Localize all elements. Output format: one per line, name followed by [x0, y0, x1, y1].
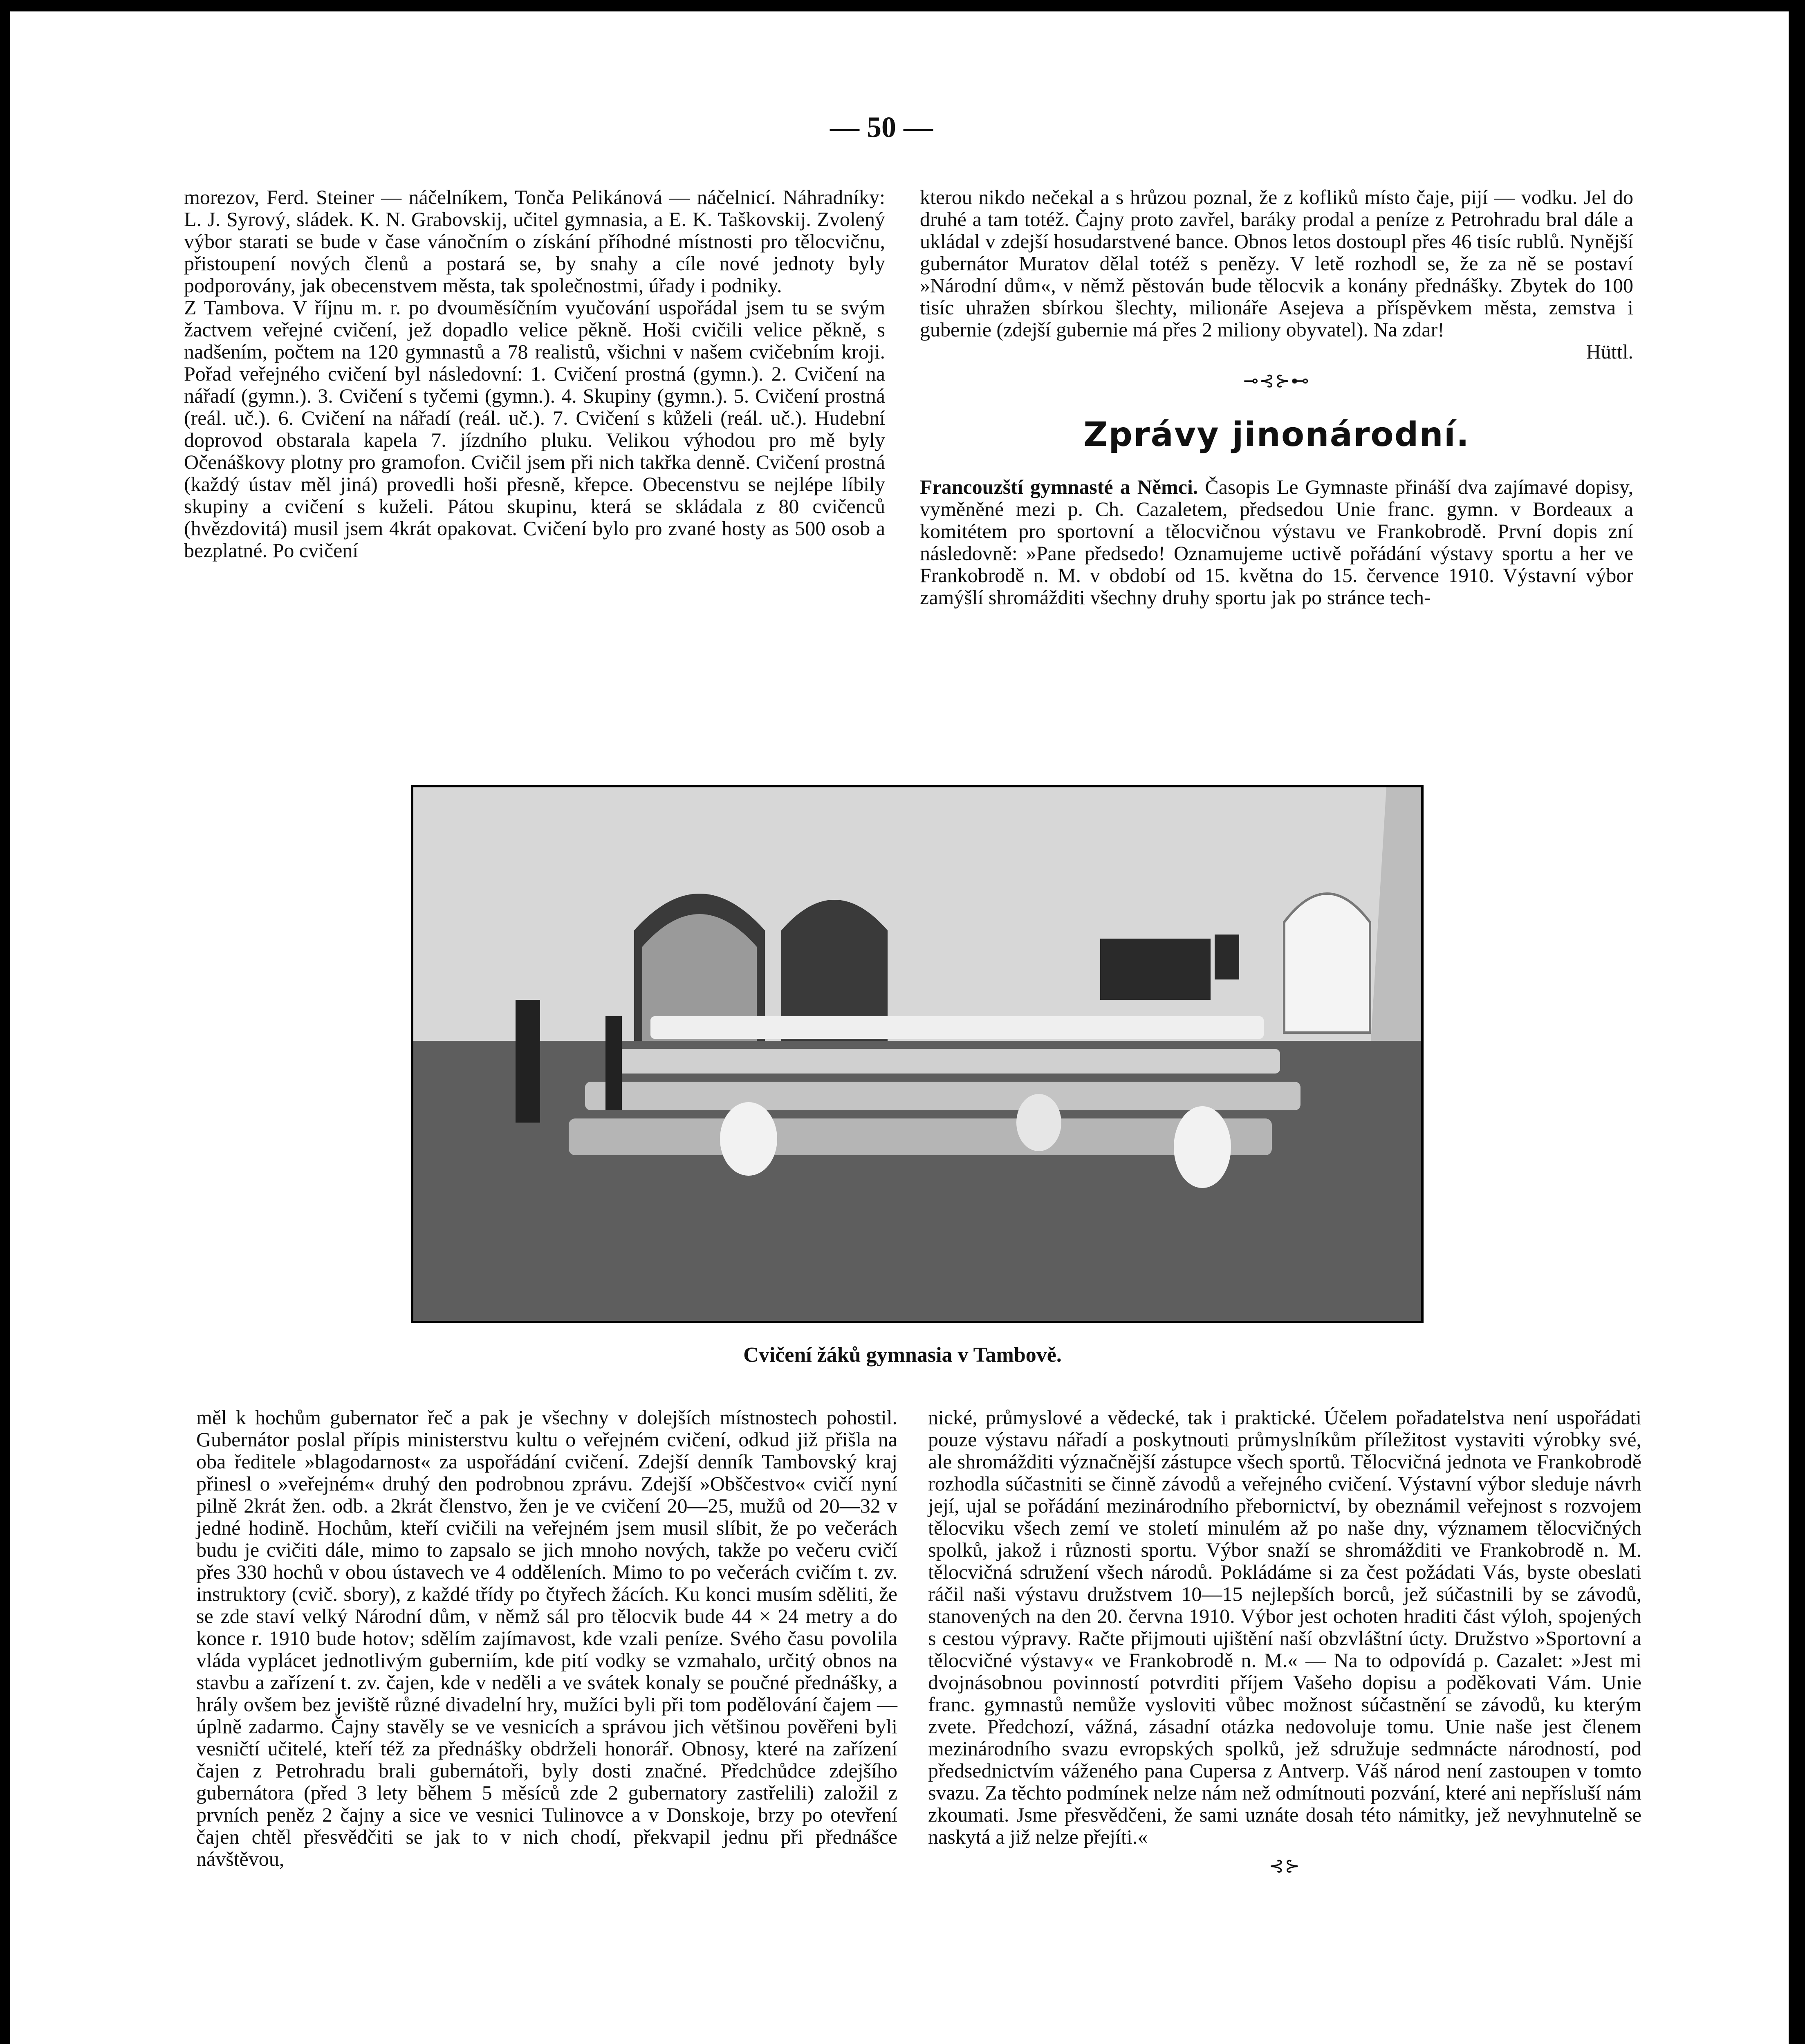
page-number: — 50 — — [830, 111, 933, 143]
gymnasium-photo-image — [413, 787, 1421, 1321]
ornament-divider: ⊸⊰⊱⊷ — [1243, 371, 1310, 391]
paragraph-text: Časopis Le Gymnaste přináší dva zajímavé dopisy, vyměněné mezi p. Ch. Cazaletem, předsedou Unie franc. gymn. v Bordeaux a komitétem pro sportovní a tělocvičnou výstavu ve Frankobrodě. První dopis zní následovně: »Pane předsedo! Oznamujeme uctivě pořádání výstavy sportu a her ve Frankobrodě n. M. v období od 15. května do 15. července 1910. Výstavní výbor zamýšlí shromážditi všechny druhy sportu jak po stránce tech- — [920, 475, 1634, 609]
paragraph-1: morezov, Ferd. Steiner — náčelníkem, Tonča Pelikánová — náčelnicí. Náhradníky: L. J. Syrový, sládek. K. N. Grabovskij, učitel gymnasia, a E. K. Taškovskij. Zvolený výbor starati se bude v čase vánočním o získání příhodné místnosti pro tělocvičnu, přistoupení nových členů a postará se, by snahy a cíle nové jednoty byly podporovány, jak obecenstvem města, tak společnostmi, úřady i podniky. — [184, 186, 885, 297]
photo-caption: Cvičení žáků gymnasia v Tambově. — [743, 1343, 1062, 1367]
paragraph-tambov-continued: měl k hochům gubernator řeč a pak je všechny v dolejších místnostech pohostil. Gubernátor poslal přípis ministerstvu kultu o veřejném cvičení, odkud již přišla na oba ředitele »blagodarnost« za uspořádání cvičení. Zdejší denník Tambovský kraj přinesl o »veřejném« druhý den podrobnou zprávu. Zdejší »Obščestvo« cvičí nyní pilně 2krát žen. odb. a 2krát členstvo, žen je ve cvičení 20—25, mužů od 20—32 v jedné hodině. Hochům, kteří cvičili na veřejném jsem musil slíbit, že po večerách budu je cvičiti dále, mimo to zapsalo se jich mnoho nových, takže po večeru cvičí přes 330 hochů v obou ústavech ve 4 odděleních. Mimo to po večerách cvičím t. zv. instruktory (cvič. sbory), z každé třídy po čtyřech žácích. Ku konci musím sděliti, že se zde staví velký Národní dům, v němž sál pro tělocvik bude 44 × 24 metry a do konce r. 1910 bude hotov; sdělím zajímavost, kde vzali peníze. Svého času povolila vláda vyplácet jednotlivým guberniím, kde pití vodky se vzmahalo, určitý obnos na stavbu a zařízení t. zv. čajen, kde v neděli a ve svátek konaly se poučné přednášky, a hrály ovšem bez jeviště různé divadelní hry, mužíci byli při tom podělování čajem — úplně zadarmo. Čajny stavěly se ve vesnicích a správou jich většinou pověřeni byli vesničtí učitelé, kteří též za přednášky obdrželi honorář. Obnosy, které na zařízení čajen z Petrohradu brali gubernátoři, byly dosti značné. Předchůdce zdejšího gubernátora (před 3 lety během 5 měsíců zde 2 gubernatory zastřelili) založil z prvních peněz 2 čajny a sice ve vesnici Tulinovce a v Donskoje, brzy po otevření čajen chtěl přesvědčiti se jak to v nich chodí, překvapil jednu při přednášce návštěvou, — [196, 1406, 897, 1870]
section-heading: Zprávy jinonárodní. — [1083, 415, 1470, 454]
paragraph-2: Z Tambova. V říjnu m. r. po dvouměsíčním vyučování uspořádal jsem tu se svým žactvem veřejné cvičení, jež dopadlo velice pěkně. Hoši cvičili velice pěkně, s nadšením, počtem na 120 gymnastů a 78 realistů, všichni v našem cvičebním kroji. Pořad veřejného cvičení byl následovní: 1. Cvičení prostná (gymn.). 2. Cvičení na nářadí (gymn.). 3. Cvičení s tyčemi (gymn.). 4. Skupiny (gymn.). 5. Cvičení prostná (reál. uč.). 6. Cvičení na nářadí (reál. uč.). 7. Cvičení s kůželi (reál. uč.). Hudební doprovod obstarala kapela 7. jízdního pluku. Velikou výhodou pro mě byly Očenáškovy plotny pro gramofon. Cvičil jsem při nich takřka denně. Cvičení prostná (každý ústav měl jiná) provedli hoši přesně, křepce. Obecenstvu se nejlépe líbily skupiny a cvičení s kuželi. Pátou skupinu, která se skládala z 80 cvičenců (hvězdovitá) musil jsem 4krát opakovat. Cvičení bylo pro zvané hosty as 500 osob a bezplatné. Po cvičení — [184, 296, 885, 562]
paragraph-french-gymnasts — [920, 476, 1633, 608]
paragraph-letter-continued: nické, průmyslové a vědecké, tak i praktické. Účelem pořadatelstva není uspořádati pouze výstavu nářadí a poskytnouti průmyslníkům příležitost vystaviti výrobky své, ale shromážditi význačnější zástupce všech sportů. Tělocvičná jednota ve Frankobrodě rozhodla súčastniti se činně závodů a veřejného cvičení. Výstavní výbor sleduje návrh její, ujal se pořádání mezinárodního přebornictví, by obeznámil veřejnost s rozvojem tělocviku všech zemí ve století minulém až po naše dny, významem tělocvičných spolků, jakož i různosti sportu. Výbor snaží se shromážditi ve Frankobrodě n. M. tělocvičná sdružení všech národů. Pokládáme si za čest požádati Vás, byste obeslati ráčil naši výstavu družstvem 10—15 nejlepších borců, jež súčastnili by se závodů, stanovených na den 20. června 1910. Výbor jest ochoten hraditi část výloh, spojených s cestou výpravy. Račte přijmouti ujištění naší obzvláštní úcty. Družstvo »Sportovní a tělocvičné výstavy« ve Frankobrodě n. M.« — Na to odpovídá p. Cazalet: »Jest mi dvojnásobnou povinností potvrditi příjem Vašeho dopisu a poděkovati Vám. Unie franc. gymnastů nemůže vysloviti vůbec možnost súčastnění se závodů, ku kterým zvete. Předchozí, vážná, zásadní otázka nedovoluje tomu. Unie naše jest členem mezinárodního svazu evropských spolků, jež sdružuje sedmnácte národností, pod předsednictvím váženého pana Cupersa z Antverp. Váš národ není zastoupen v tomto svazu. Za těchto podmínek nelze nám než odmítnouti pozvání, které ani nepřísluší nám zkoumati. Jsme přesvědčeni, že sami uznáte dosah této námitky, jež nevyhnutelně se naskytá a již nelze přejíti.« — [928, 1406, 1641, 1848]
ornament-divider-end: ⊰⊱ — [1269, 1856, 1301, 1876]
column-bottom-left — [196, 1406, 897, 1870]
column-bottom-right — [928, 1406, 1641, 1885]
column-top-left — [184, 186, 885, 561]
signature: Hüttl. — [1586, 340, 1633, 363]
paragraph-lead: Francouzští gymnasté a Němci. — [920, 475, 1198, 498]
paragraph-continued: kterou nikdo nečekal a s hrůzou poznal, že z kofliků místo čaje, pijí — vodku. Jel do druhé a tam totéž. Čajny proto zavřel, baráky prodal a peníze z Petrohradu bral dále a ukládal v zdejší hosudarstvené bance. Obnos letos dostoupl přes 46 tisíc rublů. Nynější gubernátor Muratov dělal totéž s penězy. V letě rozhodl se, že za ně se postaví »Národní dům«, v němž pěstován bude tělocvik a konány přednášky. Zbytek do 100 tisíc uhražen sbírkou šlechty, milionáře Asejeva a příspěvkem města, zemstva i gubernie (zdejší gubernie má přes 2 miliony obyvatel). Na zdar! — [920, 186, 1633, 341]
gymnasium-photo — [411, 785, 1424, 1323]
column-top-right — [920, 186, 1633, 608]
